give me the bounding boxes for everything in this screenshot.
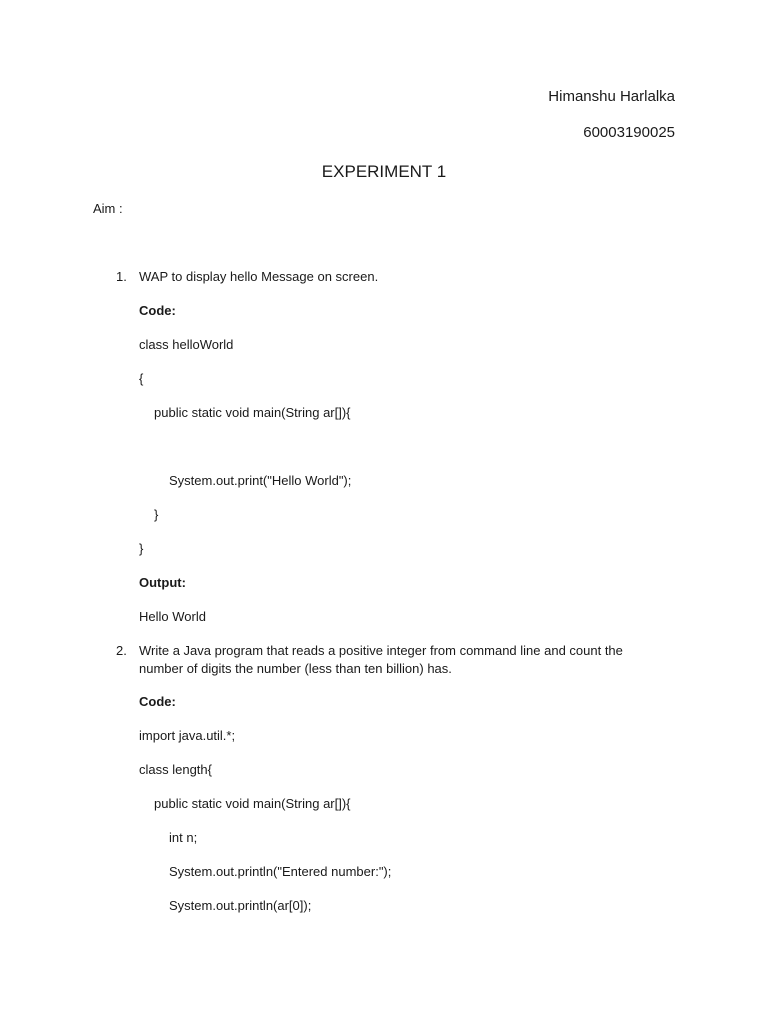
code-line: int n;: [169, 830, 198, 845]
code-line: System.out.print("Hello World");: [169, 473, 352, 488]
code-line: System.out.println(ar[0]);: [169, 898, 312, 913]
question-1-number: 1.: [116, 269, 127, 284]
code-line: public static void main(String ar[]){: [154, 405, 351, 420]
question-1-output-label: Output:: [139, 575, 186, 590]
question-2-code-label: Code:: [139, 694, 176, 709]
question-2-text: Write a Java program that reads a positive integer from command line and count the number of digits the number (less than ten billion) has.: [139, 643, 623, 676]
code-line: import java.util.*;: [139, 728, 236, 743]
question-2-number: 2.: [116, 643, 127, 658]
code-line: {: [139, 371, 144, 386]
code-line: System.out.println("Entered number:");: [169, 864, 392, 879]
code-line: public static void main(String ar[]){: [154, 796, 351, 811]
code-line: }: [154, 507, 159, 522]
code-line: class length{: [139, 762, 212, 777]
question-1-output-text: Hello World: [139, 609, 206, 624]
author-name: Himanshu Harlalka: [548, 88, 675, 105]
roll-number: 60003190025: [583, 124, 675, 141]
page-title: EXPERIMENT 1: [321, 162, 447, 181]
question-1-code-label: Code:: [139, 303, 176, 318]
code-line: }: [139, 541, 144, 556]
code-line: class helloWorld: [139, 337, 234, 352]
question-1-text: WAP to display hello Message on screen.: [139, 269, 379, 284]
aim-label: Aim :: [93, 201, 123, 216]
